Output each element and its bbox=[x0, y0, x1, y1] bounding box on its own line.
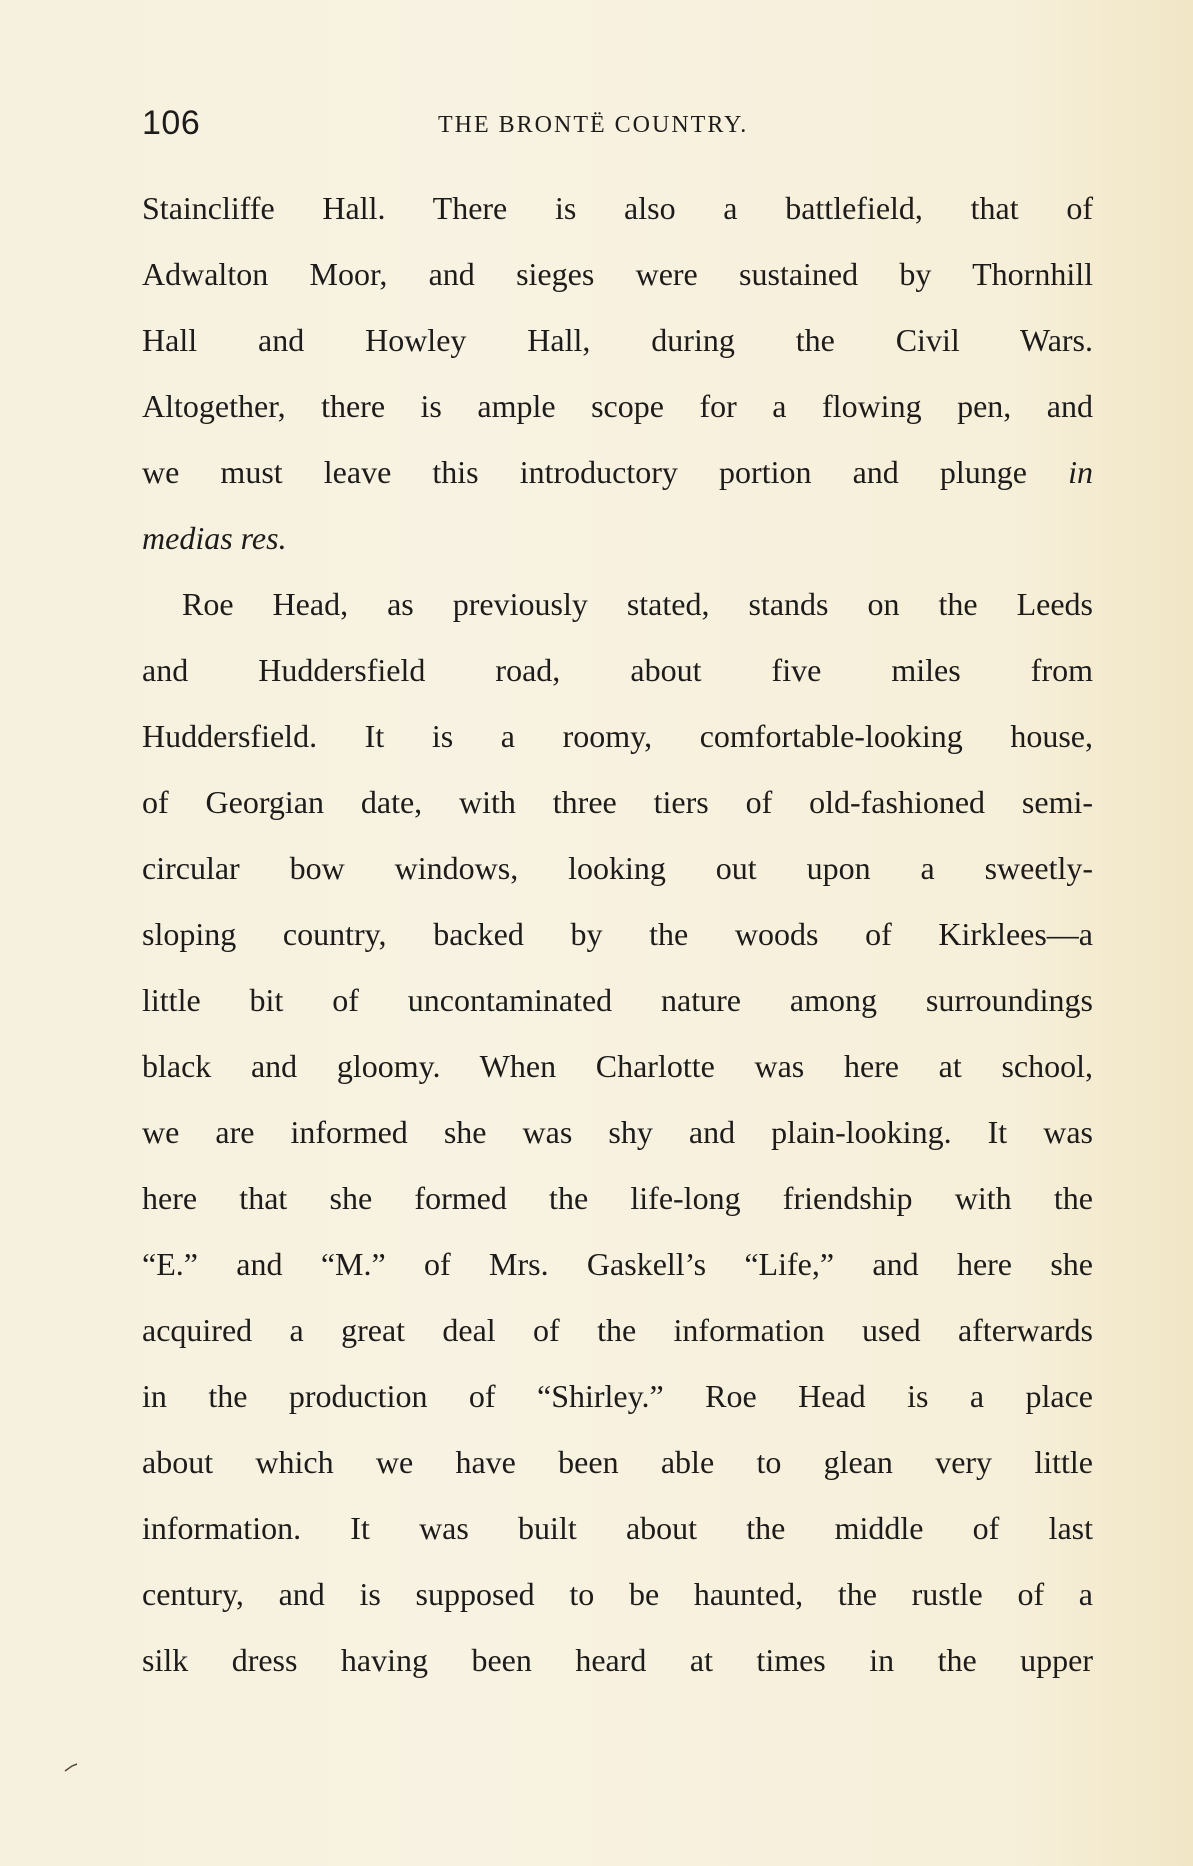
text-line: Staincliffe Hall. There is also a battlefield, that of bbox=[142, 190, 1093, 226]
body-text bbox=[142, 175, 1093, 1693]
italic-text: in bbox=[1068, 454, 1094, 490]
text-line: black and gloomy. When Charlotte was here at school, bbox=[142, 1048, 1093, 1084]
page-header bbox=[142, 104, 1093, 148]
text-line-segment: we must leave this introductory portion and plunge bbox=[142, 454, 1027, 490]
text-line: Hall and Howley Hall, during the Civil Wars. bbox=[142, 322, 1093, 358]
text-line: century, and is supposed to be haunted, the rustle of a bbox=[142, 1576, 1093, 1612]
text-line: sloping country, backed by the woods of Kirklees—a bbox=[142, 916, 1093, 952]
text-line: Huddersfield. It is a roomy, comfortable-looking house, bbox=[142, 718, 1093, 754]
text-line: and Huddersfield road, about five miles from bbox=[142, 652, 1093, 688]
text-line: circular bow windows, looking out upon a sweetly- bbox=[142, 850, 1093, 886]
page-number: 106 bbox=[142, 104, 201, 142]
text-line: in the production of “Shirley.” Roe Head is a place bbox=[142, 1378, 1093, 1414]
text-line: silk dress having been heard at times in the upper bbox=[142, 1642, 1093, 1678]
italic-text: medias res. bbox=[142, 520, 287, 556]
text-line: little bit of uncontaminated nature among surroundings bbox=[142, 982, 1093, 1018]
text-line: we are informed she was shy and plain-looking. It was bbox=[142, 1114, 1093, 1150]
text-line: here that she formed the life-long friendship with the bbox=[142, 1180, 1093, 1216]
text-line: of Georgian date, with three tiers of old-fashioned semi- bbox=[142, 784, 1093, 820]
text-line: about which we have been able to glean very little bbox=[142, 1444, 1093, 1480]
text-line: Roe Head, as previously stated, stands on the Leeds bbox=[182, 586, 1093, 622]
text-line: acquired a great deal of the information used afterwards bbox=[142, 1312, 1093, 1348]
text-line: Altogether, there is ample scope for a flowing pen, and bbox=[142, 388, 1093, 424]
running-title: THE BRONTË COUNTRY. bbox=[438, 112, 749, 138]
text-line: “E.” and “M.” of Mrs. Gaskell’s “Life,” and here she bbox=[142, 1246, 1093, 1282]
text-line bbox=[142, 505, 1093, 571]
ink-mark-icon bbox=[64, 1762, 78, 1772]
text-line: Adwalton Moor, and sieges were sustained by Thornhill bbox=[142, 256, 1093, 292]
text-line bbox=[142, 439, 1093, 505]
text-line: information. It was built about the middle of last bbox=[142, 1510, 1093, 1546]
